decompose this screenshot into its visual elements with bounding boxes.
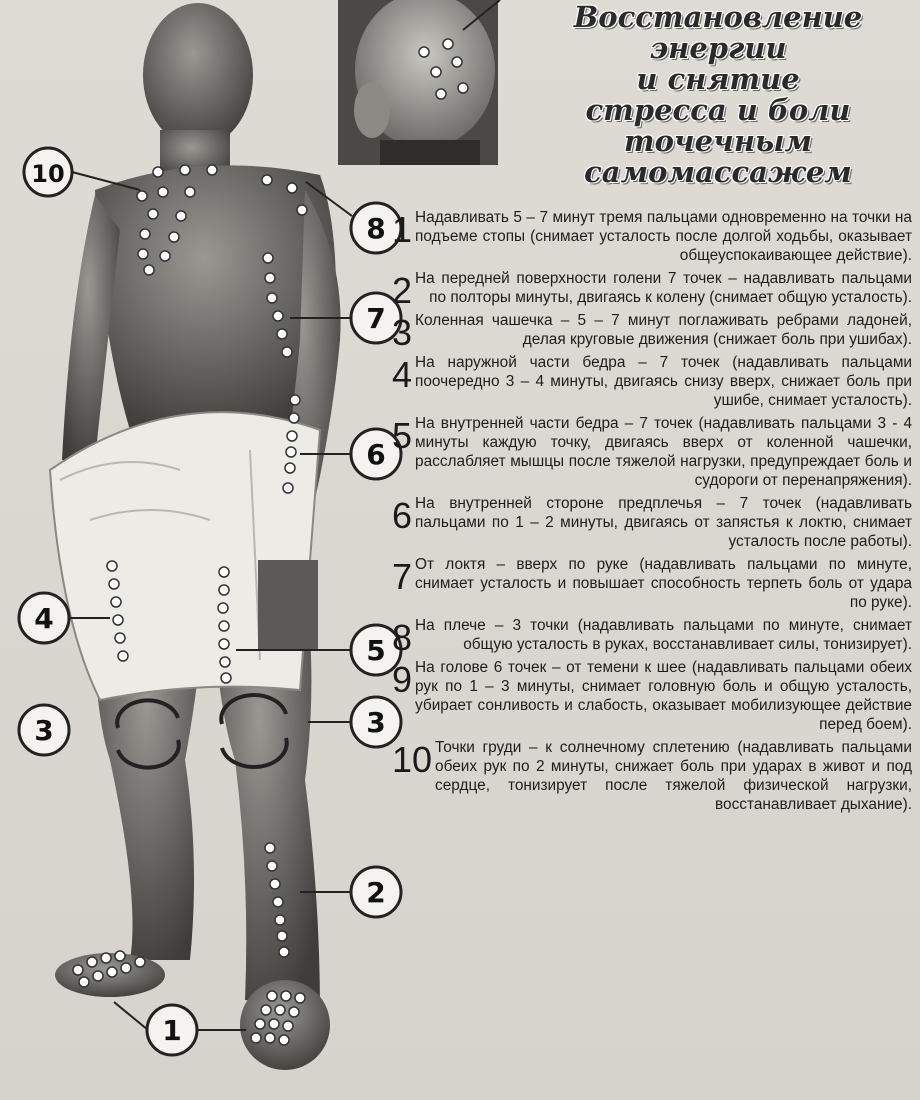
callout-number: 6 bbox=[366, 438, 386, 471]
point bbox=[262, 175, 272, 185]
title-line: и снятие bbox=[636, 62, 800, 96]
point bbox=[73, 965, 83, 975]
point bbox=[273, 897, 283, 907]
head-inset-photo bbox=[338, 0, 498, 165]
article-title bbox=[548, 2, 888, 188]
point bbox=[79, 977, 89, 987]
instruction-item bbox=[392, 208, 912, 265]
point bbox=[219, 639, 229, 649]
point bbox=[287, 183, 297, 193]
instruction-item bbox=[392, 311, 912, 353]
point bbox=[281, 991, 291, 1001]
instruction-list bbox=[392, 208, 912, 818]
instruction-item bbox=[392, 494, 912, 551]
point bbox=[148, 209, 158, 219]
point bbox=[93, 971, 103, 981]
callout-number: 2 bbox=[366, 876, 386, 909]
point bbox=[107, 561, 117, 571]
item-number: 9 bbox=[392, 659, 413, 700]
point bbox=[265, 1033, 275, 1043]
instruction-item bbox=[392, 353, 912, 410]
item-number: 1 bbox=[392, 209, 413, 250]
title-line: энергии bbox=[649, 31, 787, 65]
point bbox=[111, 597, 121, 607]
point bbox=[275, 915, 285, 925]
point bbox=[176, 211, 186, 221]
point bbox=[185, 187, 195, 197]
point bbox=[419, 47, 429, 57]
title-line: самомассажем bbox=[584, 155, 852, 189]
point bbox=[219, 621, 229, 631]
item-text: На плече – 3 точки (надавливать пальцами по минуте, снимает общую усталость в руках, восстанавливает силы, тонизирует). bbox=[415, 617, 912, 653]
point bbox=[285, 463, 295, 473]
point bbox=[279, 1035, 289, 1045]
point bbox=[289, 413, 299, 423]
item-number: 2 bbox=[392, 270, 413, 311]
towel bbox=[50, 412, 320, 700]
point bbox=[207, 165, 217, 175]
callout-number: 4 bbox=[34, 602, 54, 635]
point bbox=[255, 1019, 265, 1029]
callout-number: 5 bbox=[366, 634, 386, 667]
point bbox=[458, 83, 468, 93]
point bbox=[219, 585, 229, 595]
point bbox=[267, 861, 277, 871]
point bbox=[273, 311, 283, 321]
item-number: 8 bbox=[392, 617, 413, 658]
point bbox=[283, 1021, 293, 1031]
instruction-item bbox=[392, 658, 912, 734]
point bbox=[135, 957, 145, 967]
title-line: точечным bbox=[623, 124, 813, 158]
item-text: На внутренней части бедра – 7 точек (надавливать пальцами 3 - 4 минуты каждую точку, двигаясь вверх от коленной чашечки, расслабляет мышцы после тяжелой нагрузки, предупреждает боль и судороги от перенапряжения). bbox=[415, 415, 912, 489]
point bbox=[160, 251, 170, 261]
point bbox=[221, 673, 231, 683]
item-text: На наружной части бедра – 7 точек (надавливать пальцами поочередно 3 – 4 минуты, двигаясь снизу вверх, снижает боль при ушибе, снимает усталость). bbox=[415, 354, 912, 409]
point bbox=[452, 57, 462, 67]
item-number: 10 bbox=[392, 739, 433, 780]
point bbox=[297, 205, 307, 215]
point bbox=[275, 1005, 285, 1015]
point bbox=[101, 953, 111, 963]
point bbox=[140, 229, 150, 239]
callout-number: 3 bbox=[34, 714, 54, 747]
item-text: На передней поверхности голени 7 точек – надавливать пальцами по полторы минуты, двигаясь к колену (снимает общую усталость). bbox=[415, 270, 912, 306]
instruction-item bbox=[392, 738, 912, 814]
point bbox=[269, 1019, 279, 1029]
title-line: стресса и боли bbox=[585, 93, 851, 127]
point bbox=[277, 931, 287, 941]
point bbox=[218, 603, 228, 613]
point bbox=[219, 567, 229, 577]
item-text: Точки груди – к солнечному сплетению (надавливать пальцами обеих рук по 2 минуты, снижает боль при ударах в живот и под сердце, тонизирует после тяжелой физической нагрузки, восстанавливает дыхание). bbox=[435, 739, 912, 813]
item-text: Коленная чашечка – 5 – 7 минут поглаживать ребрами ладоней, делая круговые движения (снижает боль при ушибах). bbox=[415, 312, 912, 348]
callout-number: 10 bbox=[31, 160, 65, 188]
item-text: От локтя – вверх по руке (надавливать пальцами по минуте, снимает усталость и повышает способность терпеть боль от удара по руке). bbox=[415, 556, 912, 611]
callout-number: 7 bbox=[366, 302, 386, 335]
callout-number: 1 bbox=[162, 1014, 182, 1047]
point bbox=[431, 67, 441, 77]
point bbox=[107, 967, 117, 977]
point bbox=[153, 167, 163, 177]
point bbox=[267, 293, 277, 303]
point bbox=[109, 579, 119, 589]
point bbox=[115, 951, 125, 961]
point bbox=[436, 89, 446, 99]
point bbox=[279, 947, 289, 957]
point bbox=[263, 253, 273, 263]
point bbox=[443, 39, 453, 49]
point bbox=[220, 657, 230, 667]
item-number: 3 bbox=[392, 312, 413, 353]
point bbox=[169, 232, 179, 242]
point bbox=[282, 347, 292, 357]
item-number: 7 bbox=[392, 556, 413, 597]
point bbox=[267, 991, 277, 1001]
point bbox=[138, 249, 148, 259]
instruction-item bbox=[392, 616, 912, 658]
point bbox=[295, 993, 305, 1003]
instruction-item bbox=[392, 555, 912, 612]
callout-number: 8 bbox=[366, 212, 386, 245]
point bbox=[270, 879, 280, 889]
point bbox=[144, 265, 154, 275]
point bbox=[286, 447, 296, 457]
instruction-item bbox=[392, 414, 912, 490]
point bbox=[115, 633, 125, 643]
point bbox=[87, 957, 97, 967]
point bbox=[261, 1005, 271, 1015]
point bbox=[265, 273, 275, 283]
point bbox=[290, 395, 300, 405]
point bbox=[180, 165, 190, 175]
point bbox=[289, 1007, 299, 1017]
item-number: 5 bbox=[392, 415, 413, 456]
instruction-item bbox=[392, 269, 912, 311]
point bbox=[277, 329, 287, 339]
item-text: На внутренней стороне предплечья – 7 точек (надавливать пальцами по 1 – 2 минуты, двигаясь от запястья к локтю, снимает усталость после работы). bbox=[415, 495, 912, 550]
point bbox=[118, 651, 128, 661]
point bbox=[251, 1033, 261, 1043]
point bbox=[113, 615, 123, 625]
item-number: 4 bbox=[392, 354, 413, 395]
point bbox=[137, 191, 147, 201]
point bbox=[158, 187, 168, 197]
point bbox=[283, 483, 293, 493]
point bbox=[287, 431, 297, 441]
title-line: Восстановление bbox=[573, 0, 863, 34]
callout-number: 3 bbox=[366, 706, 386, 739]
item-number: 6 bbox=[392, 495, 413, 536]
point bbox=[121, 963, 131, 973]
point bbox=[265, 843, 275, 853]
item-text: Надавливать 5 – 7 минут тремя пальцами одновременно на точки на подъеме стопы (снимает усталость после долгой ходьбы, оказывает общеуспокаивающее действие). bbox=[415, 209, 912, 264]
item-text: На голове 6 точек – от темени к шее (надавливать пальцами обеих рук по 1 – 3 минуты, снимает головную боль и общую усталость, убирает сонливость и слабость, оказывает мобилизующее действие перед боем). bbox=[415, 659, 912, 733]
